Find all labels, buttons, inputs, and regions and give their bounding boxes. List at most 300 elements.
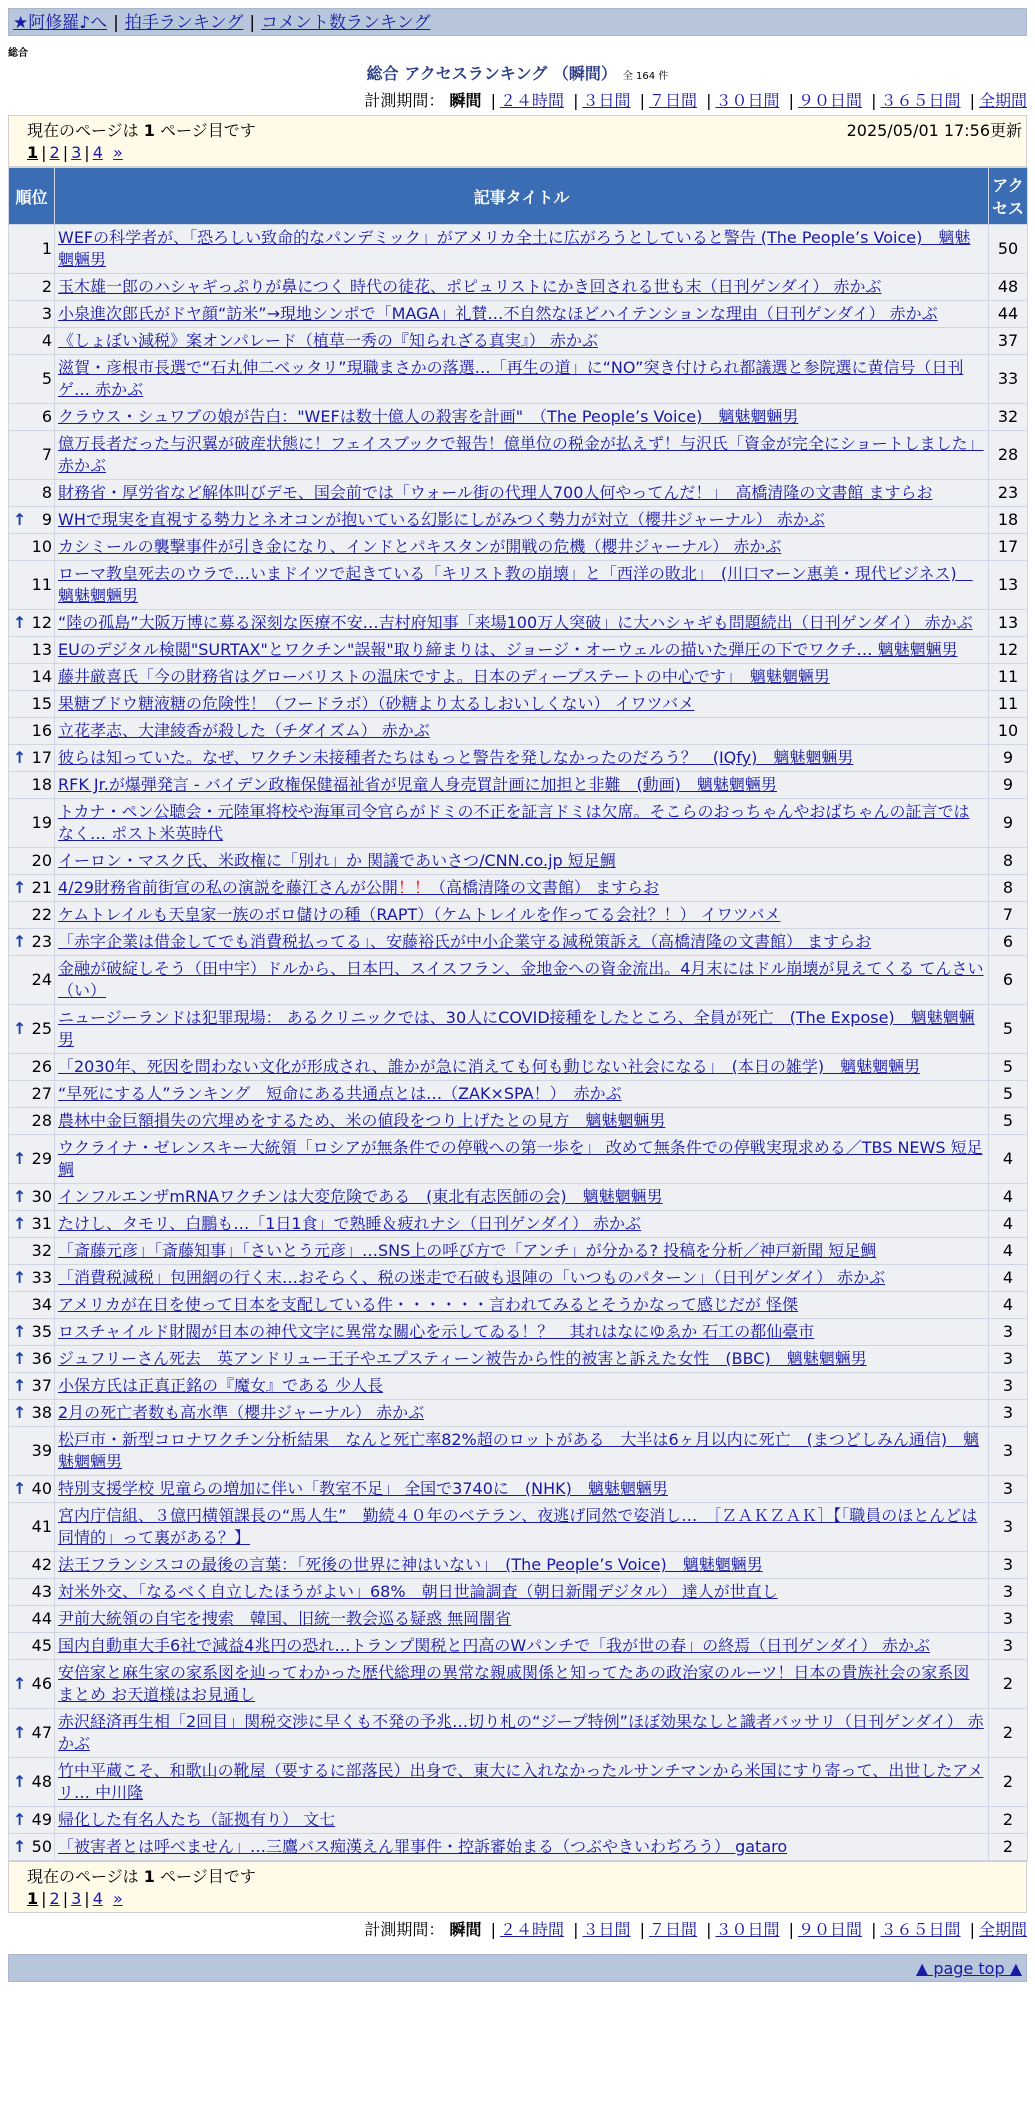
access-count: 4 — [989, 1265, 1028, 1292]
article-link[interactable] — [58, 1349, 867, 1368]
article-title: カシミールの襲撃事件が引き金になり、インドとパキスタンが開戦の危機（櫻井ジャーナル） 赤かぶ — [58, 537, 782, 556]
rank-number: 2 — [41, 277, 52, 296]
article-link[interactable] — [58, 878, 659, 897]
article-link[interactable] — [58, 407, 798, 426]
article-link[interactable] — [58, 304, 938, 323]
table-row — [9, 772, 1028, 799]
article-link[interactable] — [58, 959, 984, 1000]
title-cell — [55, 1400, 989, 1427]
table-row — [9, 1606, 1028, 1633]
article-link[interactable] — [58, 537, 781, 556]
article-link[interactable] — [58, 1663, 969, 1704]
pager-link-2[interactable]: 2 — [49, 143, 60, 162]
rank-cell — [9, 1346, 55, 1373]
rank-number: 41 — [31, 1517, 52, 1536]
article-link[interactable] — [58, 1322, 814, 1341]
up-arrow-icon: ↑ — [13, 1149, 27, 1168]
access-count: 9 — [989, 772, 1028, 799]
article-title: 小泉進次郎氏がドヤ顔“訪米”→現地シンポで「MAGA」礼賛…不自然なほどハイテンションな理由（日刊ゲンダイ） 赤かぶ — [58, 304, 938, 323]
period-link-7d[interactable]: ７日間 — [648, 1920, 697, 1939]
rank-number: 20 — [31, 851, 52, 870]
pager-link-4[interactable]: 4 — [92, 143, 103, 162]
rank-number: 48 — [31, 1772, 52, 1791]
title-cell — [55, 1184, 989, 1211]
rank-number: 23 — [31, 932, 52, 951]
article-title: ウクライナ・ゼレンスキー大統領「ロシアが無条件での停戦への第一歩を」 改めて無条件での停戦実現求める／TBS NEWS 短足鯛 — [58, 1138, 983, 1179]
article-link[interactable] — [58, 1403, 424, 1422]
rank-number: 6 — [41, 407, 52, 426]
rank-cell — [9, 1292, 55, 1319]
bottom-bar — [8, 1954, 1027, 1982]
nav-separator: | — [249, 13, 256, 33]
rank-number: 39 — [31, 1441, 52, 1460]
up-arrow-icon: ↑ — [13, 1837, 27, 1856]
title-cell — [55, 848, 989, 875]
access-count: 8 — [989, 848, 1028, 875]
access-count: 4 — [989, 1135, 1028, 1184]
up-arrow-icon: ↑ — [13, 1723, 27, 1742]
current-page-text: 現在のページは 1 ページ目です — [27, 1867, 256, 1886]
access-count: 44 — [989, 301, 1028, 328]
header-title: 記事タイトル — [55, 168, 989, 225]
article-title: 安倍家と麻生家の家系図を辿ってわかった歴代総理の異常な親戚関係と知ってたあの政治家のルーツ！日本の貴族社会の家系図まとめ お天道様はお見通し — [58, 1663, 970, 1704]
article-link[interactable] — [58, 1712, 984, 1753]
title-cell — [55, 1108, 989, 1135]
access-count: 3 — [989, 1476, 1028, 1503]
access-count: 3 — [989, 1503, 1028, 1552]
rank-number: 38 — [31, 1403, 52, 1422]
header-access: アクセス — [989, 168, 1028, 225]
rank-cell — [9, 1265, 55, 1292]
article-link[interactable] — [58, 277, 881, 296]
pager-next[interactable]: » — [113, 1889, 123, 1908]
title-cell — [55, 1238, 989, 1265]
pager-current: 1 — [27, 143, 39, 162]
period-link-7d[interactable]: ７日間 — [648, 91, 697, 110]
up-arrow-icon: ↑ — [13, 1349, 27, 1368]
table-row — [9, 875, 1028, 902]
up-arrow-icon: ↑ — [13, 1674, 27, 1693]
access-count: 11 — [989, 691, 1028, 718]
title-cell — [55, 1211, 989, 1238]
period-link-24h[interactable]: ２４時間 — [499, 91, 564, 110]
article-title: 「赤字企業は借金してでも消費税払ってる」、安藤裕氏が中小企業守る減税策訴え（高橋清隆の文書館） ますらお — [58, 932, 872, 951]
article-title: “早死にする人”ランキング 短命にある共通点とは…（ZAK×SPA！） 赤かぶ — [58, 1084, 622, 1103]
access-count: 9 — [989, 799, 1028, 848]
period-link-365d[interactable]: ３６５日間 — [880, 91, 961, 110]
rank-cell — [9, 1427, 55, 1476]
article-title: 4/29財務省前街宣の私の演説を藤江さんが公開 — [58, 878, 398, 897]
table-row — [9, 610, 1028, 637]
article-link[interactable] — [58, 613, 973, 632]
table-row — [9, 956, 1028, 1005]
rank-number: 15 — [31, 694, 52, 713]
rank-number: 42 — [31, 1555, 52, 1574]
pager-link-3[interactable]: 3 — [71, 1889, 82, 1908]
article-link[interactable] — [58, 667, 830, 686]
table-row — [9, 1373, 1028, 1400]
title-cell — [55, 480, 989, 507]
table-row — [9, 1135, 1028, 1184]
table-row — [9, 637, 1028, 664]
article-link[interactable] — [58, 1376, 383, 1395]
article-link[interactable] — [58, 483, 933, 502]
title-cell — [55, 637, 989, 664]
up-arrow-icon: ↑ — [13, 1376, 27, 1395]
rank-cell — [9, 664, 55, 691]
access-count: 8 — [989, 875, 1028, 902]
table-row — [9, 328, 1028, 355]
rank-number: 33 — [31, 1268, 52, 1287]
access-count: 4 — [989, 1184, 1028, 1211]
title-cell — [55, 225, 989, 274]
article-link[interactable] — [58, 1582, 778, 1601]
up-arrow-icon: ↑ — [13, 1187, 27, 1206]
table-row — [9, 1633, 1028, 1660]
title-cell — [55, 1135, 989, 1184]
table-row — [9, 534, 1028, 561]
rank-number: 22 — [31, 905, 52, 924]
period-selector-bottom: 計測期間： 瞬間 | ２４時間 | ３日間 | ７日間 | ３０日間 | ９０日間 | ３６５日間 | 全期間 — [364, 1920, 1027, 1939]
article-title: 竹中平蔵こそ、和歌山の靴屋（要するに部落民）出身で、東大に入れなかったルサンチマンから米国にすり寄って、出世したアメリ… 中川隆 — [58, 1761, 984, 1802]
period-link-90d[interactable]: ９０日間 — [797, 91, 862, 110]
title-cell — [55, 1427, 989, 1476]
access-count: 2 — [989, 1660, 1028, 1709]
article-title: 「2030年、死因を問わない文化が形成され、誰かが急に消えても何も動じない社会になる」 (本日の雑学) 魑魅魍魎男 — [58, 1057, 921, 1076]
rank-cell — [9, 507, 55, 534]
page-info-box-bottom — [8, 1861, 1027, 1913]
rank-cell — [9, 1005, 55, 1054]
rank-cell — [9, 956, 55, 1005]
access-count: 18 — [989, 507, 1028, 534]
rank-number: 26 — [31, 1057, 52, 1076]
rank-cell — [9, 799, 55, 848]
rank-cell — [9, 431, 55, 480]
rank-number: 21 — [31, 878, 52, 897]
rank-number: 37 — [31, 1376, 52, 1395]
article-link[interactable] — [58, 1837, 787, 1856]
pager-link-3[interactable]: 3 — [71, 143, 82, 162]
article-link[interactable] — [58, 1506, 977, 1547]
title-cell — [55, 561, 989, 610]
table-row — [9, 1579, 1028, 1606]
title-cell — [55, 534, 989, 561]
table-row — [9, 1427, 1028, 1476]
table-row — [9, 1346, 1028, 1373]
rank-cell — [9, 534, 55, 561]
access-count: 13 — [989, 610, 1028, 637]
article-link[interactable] — [58, 564, 973, 605]
rank-number: 17 — [31, 748, 52, 767]
period-link-90d[interactable]: ９０日間 — [797, 1920, 862, 1939]
article-link[interactable] — [58, 775, 777, 794]
title-cell — [55, 902, 989, 929]
rank-number: 7 — [41, 445, 52, 464]
article-link[interactable] — [58, 1609, 511, 1628]
article-title: 「消費税減税」包囲網の行く末…おそらく、税の迷走で石破も退陣の「いつものパターン」（日刊ゲンダイ） 赤かぶ — [58, 1268, 886, 1287]
access-count: 3 — [989, 1606, 1028, 1633]
rank-number: 47 — [31, 1723, 52, 1742]
article-link[interactable] — [58, 1057, 920, 1076]
rank-cell — [9, 1054, 55, 1081]
pager-bottom: 1 | 2 | 3 | 4 » — [27, 1889, 123, 1908]
access-count: 2 — [989, 1834, 1028, 1861]
article-title: 2月の死亡者数も高水準（櫻井ジャーナル） 赤かぶ — [58, 1403, 425, 1422]
access-count: 48 — [989, 274, 1028, 301]
pager-current: 1 — [27, 1889, 39, 1908]
rank-cell — [9, 301, 55, 328]
table-row — [9, 664, 1028, 691]
rank-cell — [9, 848, 55, 875]
article-title: アメリカが在日を使って日本を支配している件・・・・・・言われてみるとそうかなって感じだが 怪傑 — [58, 1295, 798, 1314]
table-row — [9, 929, 1028, 956]
article-title: 「斎藤元彦」「斎藤知事」「さいとう元彦」…SNS上の呼び方で「アンチ」が分かる? 投稿を分析／神戸新聞 短足鯛 — [58, 1241, 877, 1260]
title-cell — [55, 1346, 989, 1373]
rank-number: 25 — [31, 1019, 52, 1038]
article-link[interactable] — [58, 1636, 930, 1655]
up-arrow-icon: ↑ — [13, 510, 27, 529]
article-link[interactable] — [58, 1008, 975, 1049]
rank-number: 44 — [31, 1609, 52, 1628]
nav-link-comment-ranking[interactable]: コメント数ランキング — [261, 13, 431, 33]
article-link[interactable] — [58, 331, 598, 350]
article-link[interactable] — [58, 694, 694, 713]
rank-cell — [9, 691, 55, 718]
rank-cell — [9, 1709, 55, 1758]
rank-cell — [9, 1834, 55, 1861]
table-row — [9, 1005, 1028, 1054]
period-link-30d[interactable]: ３０日間 — [715, 1920, 780, 1939]
article-link[interactable] — [58, 748, 853, 767]
up-arrow-icon: ↑ — [13, 1479, 27, 1498]
article-link[interactable] — [58, 640, 958, 659]
article-link[interactable] — [58, 228, 970, 269]
rank-number: 40 — [31, 1479, 52, 1498]
article-link[interactable] — [58, 434, 984, 475]
article-title: 藤井厳喜氏「今の財務省はグローバリストの温床ですよ。日本のディープステートの中心です」 魑魅魍魎男 — [58, 667, 830, 686]
article-link[interactable] — [58, 851, 616, 870]
access-count: 4 — [989, 1238, 1028, 1265]
article-link[interactable] — [58, 1111, 665, 1130]
article-title: 赤沢経済再生相「2回目」関税交渉に早くも不発の予兆…切り札の“ジープ特例”ほぼ効果なしと識者バッサリ（日刊ゲンダイ） 赤かぶ — [58, 1712, 984, 1753]
article-title: 小保方氏は正真正銘の『魔女』である 少人長 — [58, 1376, 384, 1395]
rank-cell — [9, 1503, 55, 1552]
article-link[interactable] — [58, 1084, 622, 1103]
access-count: 9 — [989, 745, 1028, 772]
up-arrow-icon: ↑ — [13, 1214, 27, 1233]
header-rank: 順位 — [9, 168, 55, 225]
page-top-link[interactable]: ▲ page top ▲ — [915, 1959, 1022, 1978]
title-cell — [55, 875, 989, 902]
period-link-3d[interactable]: ３日間 — [582, 91, 631, 110]
up-arrow-icon: ↑ — [13, 1403, 27, 1422]
title-cell — [55, 1503, 989, 1552]
title-cell — [55, 1476, 989, 1503]
nav-link-applause-ranking[interactable]: 拍手ランキング — [124, 13, 244, 33]
up-arrow-icon: ↑ — [13, 1322, 27, 1341]
article-title: 果糖ブドウ糖液糖の危険性！（フードラボ）（砂糖より太るしおいしくない） イワツバメ — [58, 694, 695, 713]
table-row — [9, 225, 1028, 274]
rank-cell — [9, 225, 55, 274]
rank-cell — [9, 355, 55, 404]
period-link-all[interactable]: 全期間 — [978, 1920, 1027, 1939]
table-row — [9, 745, 1028, 772]
article-title: ロスチャイルド財閥が日本の神代文字に異常な關心を示してゐる！？ 其れはなにゆゑか 石工の都仙臺市 — [58, 1322, 815, 1341]
table-row — [9, 1709, 1028, 1758]
table-row — [9, 1265, 1028, 1292]
access-count: 5 — [989, 1054, 1028, 1081]
access-count: 5 — [989, 1108, 1028, 1135]
table-row — [9, 301, 1028, 328]
up-arrow-icon: ↑ — [13, 1772, 27, 1791]
article-link[interactable] — [58, 1268, 885, 1287]
period-link-24h[interactable]: ２４時間 — [499, 1920, 564, 1939]
rank-number: 24 — [31, 970, 52, 989]
rank-cell — [9, 1211, 55, 1238]
rank-cell — [9, 1579, 55, 1606]
pager-link-2[interactable]: 2 — [49, 1889, 60, 1908]
title-cell — [55, 355, 989, 404]
table-row — [9, 274, 1028, 301]
article-title: 法王フランシスコの最後の言葉：「死後の世界に神はいない」 (The People’s Voice) 魑魅魍魎男 — [58, 1555, 763, 1574]
title-cell — [55, 301, 989, 328]
article-link[interactable] — [58, 1138, 983, 1179]
access-count: 3 — [989, 1579, 1028, 1606]
article-title: 金融が破綻しそう（田中宇）ドルから、日本円、スイスフラン、金地金への資金流出。4月末にはドル崩壊が見えてくる てんさい（い） — [58, 959, 984, 1000]
article-link[interactable] — [58, 802, 970, 843]
rank-cell — [9, 772, 55, 799]
article-link[interactable] — [58, 1187, 663, 1206]
title-cell — [55, 1005, 989, 1054]
period-selector-top: 計測期間： 瞬間 | ２４時間 | ３日間 | ７日間 | ３０日間 | ９０日間 | ３６５日間 | 全期間 — [364, 91, 1027, 110]
title-cell — [55, 799, 989, 848]
period-link-all[interactable]: 全期間 — [978, 91, 1027, 110]
rank-cell — [9, 1135, 55, 1184]
title-cell — [55, 507, 989, 534]
page-info-box-top — [8, 115, 1027, 167]
up-arrow-icon: ↑ — [13, 1019, 27, 1038]
title-cell — [55, 404, 989, 431]
article-link[interactable] — [58, 510, 825, 529]
article-link[interactable] — [58, 1295, 798, 1314]
up-arrow-icon: ↑ — [13, 1268, 27, 1287]
title-cell — [55, 1552, 989, 1579]
up-arrow-icon: ↑ — [13, 878, 27, 897]
article-title: トカナ・ペン公聴会・元陸軍将校や海軍司令官らがドミの不正を証言ドミは欠席。そこらのおっちゃんやおばちゃんの証言ではなく… ポスト米英時代 — [58, 802, 970, 843]
category-label: 総合 — [8, 48, 28, 59]
rank-number: 16 — [31, 721, 52, 740]
title-cell — [55, 1758, 989, 1807]
rank-number: 31 — [31, 1214, 52, 1233]
article-link[interactable] — [58, 1241, 876, 1260]
article-link[interactable] — [58, 905, 780, 924]
article-link[interactable] — [58, 721, 430, 740]
rank-cell — [9, 1552, 55, 1579]
table-row — [9, 1108, 1028, 1135]
access-count: 2 — [989, 1709, 1028, 1758]
page-wrapper — [8, 8, 1027, 1982]
rank-number: 46 — [31, 1674, 52, 1693]
access-count: 4 — [989, 1292, 1028, 1319]
article-title: イーロン・マスク氏、米政権に「別れ」か 関議であいさつ/CNN.co.jp 短足鯛 — [58, 851, 616, 870]
access-count: 12 — [989, 637, 1028, 664]
title-cell — [55, 1633, 989, 1660]
up-arrow-icon: ↑ — [13, 932, 27, 951]
table-row — [9, 1081, 1028, 1108]
ranking-table-body — [9, 225, 1028, 1861]
access-count: 3 — [989, 1346, 1028, 1373]
rank-number: 9 — [41, 510, 52, 529]
rank-number: 50 — [31, 1837, 52, 1856]
title-cell — [55, 664, 989, 691]
table-row — [9, 1834, 1028, 1861]
article-title: 立花孝志、大津綾香が殺した（チダイズム） 赤かぶ — [58, 721, 430, 740]
nav-link-asyura[interactable]: ★阿修羅♪へ — [13, 13, 108, 33]
table-row — [9, 718, 1028, 745]
article-title: 対米外交、「なるべく自立したほうがよい」68% 朝日世論調査（朝日新聞デジタル） 達人が世直し — [58, 1582, 778, 1601]
article-title: ニュージーランドは犯罪現場： あるクリニックでは、30人にCOVID接種をしたところ、全員が死亡 (The Expose) 魑魅魍魎男 — [58, 1008, 975, 1049]
article-title: インフルエンザmRNAワクチンは大変危険である (東北有志医師の会) 魑魅魍魎男 — [58, 1187, 663, 1206]
access-count: 33 — [989, 355, 1028, 404]
period-link-365d[interactable]: ３６５日間 — [880, 1920, 961, 1939]
article-link[interactable] — [58, 358, 963, 399]
table-row — [9, 1400, 1028, 1427]
article-link[interactable] — [58, 932, 871, 951]
rank-cell — [9, 274, 55, 301]
article-link[interactable] — [58, 1761, 983, 1802]
top-nav-bar — [8, 8, 1027, 36]
access-count: 17 — [989, 534, 1028, 561]
table-row — [9, 1211, 1028, 1238]
rank-cell — [9, 1476, 55, 1503]
title-cell — [55, 431, 989, 480]
rank-cell — [9, 1660, 55, 1709]
rank-number: 19 — [31, 813, 52, 832]
article-title-suffix: （高橋清隆の文書館） ますらお — [429, 878, 660, 897]
rank-cell — [9, 404, 55, 431]
table-row — [9, 1552, 1028, 1579]
period-link-3d[interactable]: ３日間 — [582, 1920, 631, 1939]
pager-link-4[interactable]: 4 — [92, 1889, 103, 1908]
article-title: 尹前大統領の自宅を捜索 韓国、旧統一教会巡る疑惑 無岡闇省 — [58, 1609, 512, 1628]
article-title: RFK Jr.が爆弾発言 - バイデン政権保健福祉省が児童人身売買計画に加担と非難 (動画) 魑魅魍魎男 — [58, 775, 777, 794]
title-cell — [55, 1709, 989, 1758]
title-cell — [55, 691, 989, 718]
rank-cell — [9, 561, 55, 610]
article-link[interactable] — [58, 1430, 979, 1471]
table-row — [9, 355, 1028, 404]
title-cell — [55, 929, 989, 956]
article-link[interactable] — [58, 1479, 668, 1498]
access-count: 23 — [989, 480, 1028, 507]
access-count: 3 — [989, 1427, 1028, 1476]
rank-number: 27 — [31, 1084, 52, 1103]
page-title-text: 総合 アクセスランキング （瞬間） — [366, 64, 617, 83]
article-link[interactable] — [58, 1555, 763, 1574]
article-title: 特別支援学校 児童らの増加に伴い「教室不足」 全国で3740に (NHK) 魑魅魍魎男 — [58, 1479, 668, 1498]
article-link[interactable] — [58, 1810, 335, 1829]
table-header-row — [9, 168, 1028, 225]
access-count: 10 — [989, 718, 1028, 745]
article-link[interactable] — [58, 1214, 641, 1233]
rank-cell — [9, 1807, 55, 1834]
rank-number: 12 — [31, 613, 52, 632]
table-row — [9, 1807, 1028, 1834]
pager-next[interactable]: » — [113, 143, 123, 162]
title-cell — [55, 1081, 989, 1108]
rank-cell — [9, 718, 55, 745]
period-link-30d[interactable]: ３０日間 — [715, 91, 780, 110]
